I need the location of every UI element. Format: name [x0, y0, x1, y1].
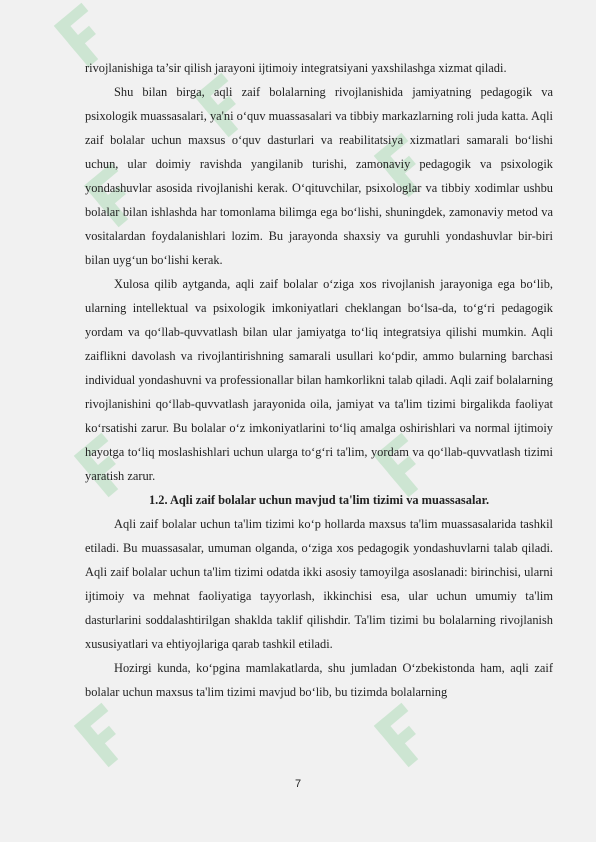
paragraph: Hozirgi kunda, ko‘pgina mamlakatlarda, shu jumladan O‘zbekistonda ham, aqli zaif bolalar uchun maxsus ta'lim tizimi mavjud bo‘lib, bu tizimda bolalarning: [85, 661, 553, 699]
page-number: 7: [294, 778, 302, 790]
paragraph: Xulosa qilib aytganda, aqli zaif bolalar o‘ziga xos rivojlanish jarayoniga ega bo‘lib, ularning intellektual va psixologik imkoniyatlari cheklangan bo‘lsa-da, to‘g‘ri pedagogik yordam va qo‘llab-quvvatlash bilan ular jamiyatga to‘liq integratsiya qilishi mumkin. Aqli zaiflikni davolash va rivojlantirishning samarali usullari ko‘pdir, ammo bularning barchasi individual yondashuvni va professionallar bilan hamkorlikni talab qiladi. Aqli zaif bolalarning rivojlanishini qo‘llab-quvvatlash jarayonida oila, jamiyat va ta'lim tizimi birgalikda faoliyat ko‘rsatishi zarur. Bu bolalar o‘z imkoniyatlarini to‘liq amalga oshirishlari va normal ijtimoiy hayotga to‘liq moslashishlari uchun ularga to‘g‘ri ta'lim, yordam va qo‘llab-quvvatlash tizimi yaratish zarur.: [85, 277, 553, 483]
paragraph: rivojlanishiga ta’sir qilish jarayoni ijtimoiy integratsiyani yaxshilashga xizmat qiladi.: [85, 61, 507, 75]
section-heading: 1.2. Aqli zaif bolalar uchun mavjud ta'lim tizimi va muassasalar.: [148, 493, 490, 507]
paragraph: Shu bilan birga, aqli zaif bolalarning rivojlanishida jamiyatning pedagogik va psixologik muassasalari, ya'ni o‘quv muassasalari va tibbiy markazlarning roli juda katta. Aqli zaif bolalar uchun maxsus o‘quv dasturlari va reabilitatsiya xizmatlari samarali bo‘lishi uchun, ular doimiy ravishda yangilanib turishi, zamonaviy pedagogik va psixologik yondashuvlar asosida rivojlanishi kerak. O‘qituvchilar, psixologlar va tibbiy xodimlar ushbu bolalar bilan ishlashda har tomonlama bilimga ega bo‘lishi, shuningdek, zamonaviy metod va vositalardan foydalanishlari lozim. Bu jarayonda shaxsiy va guruhli yondashuvlar bir-biri bilan uyg‘un bo‘lishi kerak.: [85, 85, 553, 267]
paragraph: Aqli zaif bolalar uchun ta'lim tizimi ko‘p hollarda maxsus ta'lim muassasalarida tashkil etiladi. Bu muassasalar, umuman olganda, o‘ziga xos pedagogik yondashuvlarni talab qiladi. Aqli zaif bolalar uchun ta'lim tizimi odatda ikki asosiy tamoyilga asoslanadi: birinchisi, ularni ijtimoiy va mehnat faoliyatiga tayyorlash, ikkinchisi esa, ular uchun umumiy ta'lim dasturlarini soddalashtirilgan shaklda taklif qilishdir. Ta'lim tizimi bu bolalarning rivojlanish xususiyatlari va ehtiyojlariga qarab tashkil etiladi.: [85, 517, 553, 651]
document-page: [85, 56, 553, 704]
